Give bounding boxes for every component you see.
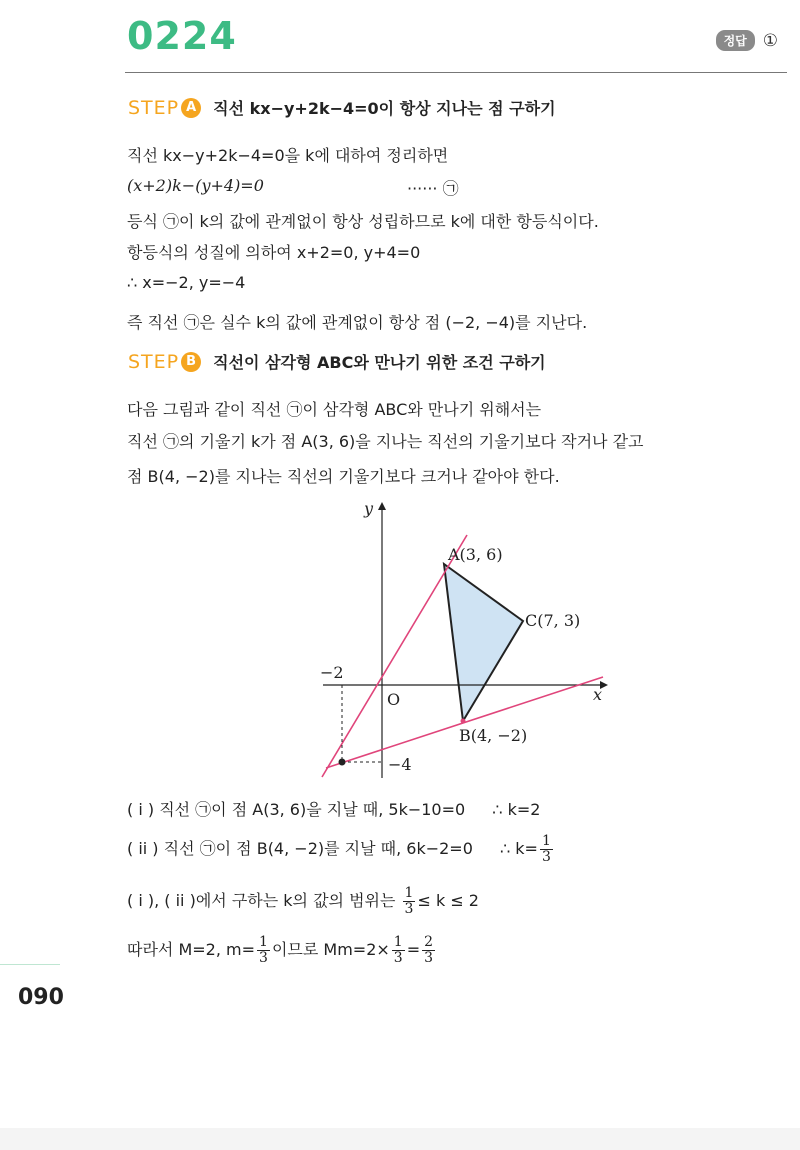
y-axis-arrow bbox=[378, 502, 386, 510]
final-mid: 이므로 Mm=2× bbox=[271, 940, 390, 959]
case-1-text: ( i ) 직선 ㉠이 점 A(3, 6)을 지날 때, 5k−10=0 bbox=[127, 800, 466, 819]
step-a-line-1: 직선 kx−y+2k−4=0을 k에 대하여 정리하면 bbox=[127, 146, 449, 165]
case-1-line bbox=[127, 797, 540, 820]
step-a-title: 직선 kx−y+2k−4=0이 항상 지나는 점 구하기 bbox=[213, 99, 556, 118]
case-1-result: ∴ k=2 bbox=[492, 800, 541, 819]
range-suffix: ≤ k ≤ 2 bbox=[417, 891, 479, 910]
y-axis-label: y bbox=[364, 500, 374, 518]
final-line bbox=[127, 935, 437, 966]
final-den-3: 3 bbox=[424, 950, 434, 966]
step-b-letter: B bbox=[181, 352, 201, 372]
final-num-2: 1 bbox=[393, 934, 403, 950]
coordinate-graph bbox=[318, 500, 618, 785]
final-prefix: 따라서 M=2, m= bbox=[127, 940, 256, 959]
step-b-line-1: 다음 그림과 같이 직선 ㉠이 삼각형 ABC와 만나기 위해서는 bbox=[127, 400, 542, 419]
case-2-line bbox=[127, 834, 555, 865]
case-2-text: ( ii ) 직선 ㉠이 점 B(4, −2)를 지날 때, 6k−2=0 bbox=[127, 839, 473, 858]
final-fraction-2 bbox=[392, 935, 405, 966]
step-b-heading bbox=[128, 350, 546, 373]
step-b-title: 직선이 삼각형 ABC와 만나기 위한 조건 구하기 bbox=[213, 353, 546, 372]
header-divider bbox=[125, 72, 787, 73]
answer-box bbox=[716, 30, 778, 51]
point-c-label: C(7, 3) bbox=[525, 611, 581, 630]
bottom-margin bbox=[0, 1128, 800, 1150]
x-axis-label: x bbox=[593, 685, 603, 704]
minus2-label: −2 bbox=[320, 663, 344, 682]
range-den: 3 bbox=[404, 901, 414, 917]
step-b-word: STEP bbox=[128, 350, 180, 373]
minus4-label: −4 bbox=[388, 755, 412, 774]
step-a-word: STEP bbox=[128, 96, 180, 119]
case-2-den: 3 bbox=[541, 849, 551, 865]
final-den-1: 3 bbox=[259, 950, 268, 966]
origin-label: O bbox=[387, 690, 401, 709]
triangle-abc bbox=[444, 564, 523, 721]
step-a-letter: A bbox=[181, 98, 201, 118]
step-b-line-3: 점 B(4, −2)를 지나는 직선의 기울기보다 크거나 같아야 한다. bbox=[127, 467, 560, 486]
final-num-1: 1 bbox=[259, 934, 268, 950]
equation-tag: ······ ㉠ bbox=[407, 179, 459, 198]
step-a-line-2: (x+2)k−(y+4)=0 bbox=[127, 176, 264, 195]
answer-badge: 정답 bbox=[716, 30, 755, 51]
step-a-line-6: 즉 직선 ㉠은 실수 k의 값에 관계없이 항상 점 (−2, −4)를 지난다. bbox=[127, 313, 588, 332]
step-a-heading bbox=[128, 96, 556, 119]
range-text: ( i ), ( ii )에서 구하는 k의 값의 범위는 bbox=[127, 891, 396, 910]
final-num-3: 2 bbox=[424, 934, 434, 950]
step-a-line-4: 항등식의 성질에 의하여 x+2=0, y+4=0 bbox=[127, 243, 421, 262]
final-fraction-3 bbox=[422, 935, 435, 966]
range-num: 1 bbox=[404, 885, 414, 901]
line-through-a bbox=[322, 535, 467, 777]
problem-number: 0224 bbox=[127, 14, 237, 58]
point-b-dot bbox=[461, 719, 466, 724]
page-number-rule bbox=[0, 964, 60, 965]
step-a-line-5: ∴ x=−2, y=−4 bbox=[127, 273, 246, 292]
step-b-line-2: 직선 ㉠의 기울기 k가 점 A(3, 6)을 지나는 직선의 기울기보다 작거나 같고 bbox=[127, 432, 644, 451]
point-a-label: A(3, 6) bbox=[448, 545, 503, 564]
page-number: 090 bbox=[18, 985, 64, 1010]
answer-value: ① bbox=[762, 30, 778, 51]
case-2-num: 1 bbox=[541, 833, 551, 849]
step-a-line-3: 등식 ㉠이 k의 값에 관계없이 항상 성립하므로 k에 대한 항등식이다. bbox=[127, 212, 599, 231]
range-fraction bbox=[403, 886, 416, 917]
point-b-label: B(4, −2) bbox=[459, 726, 528, 745]
range-line bbox=[127, 886, 479, 917]
case-2-fraction bbox=[540, 834, 553, 865]
case-2-result: ∴ k= bbox=[500, 839, 538, 858]
final-eq: = bbox=[406, 940, 421, 959]
fixed-point-dot bbox=[339, 759, 346, 766]
final-den-2: 3 bbox=[393, 950, 403, 966]
final-fraction-1 bbox=[257, 935, 270, 966]
